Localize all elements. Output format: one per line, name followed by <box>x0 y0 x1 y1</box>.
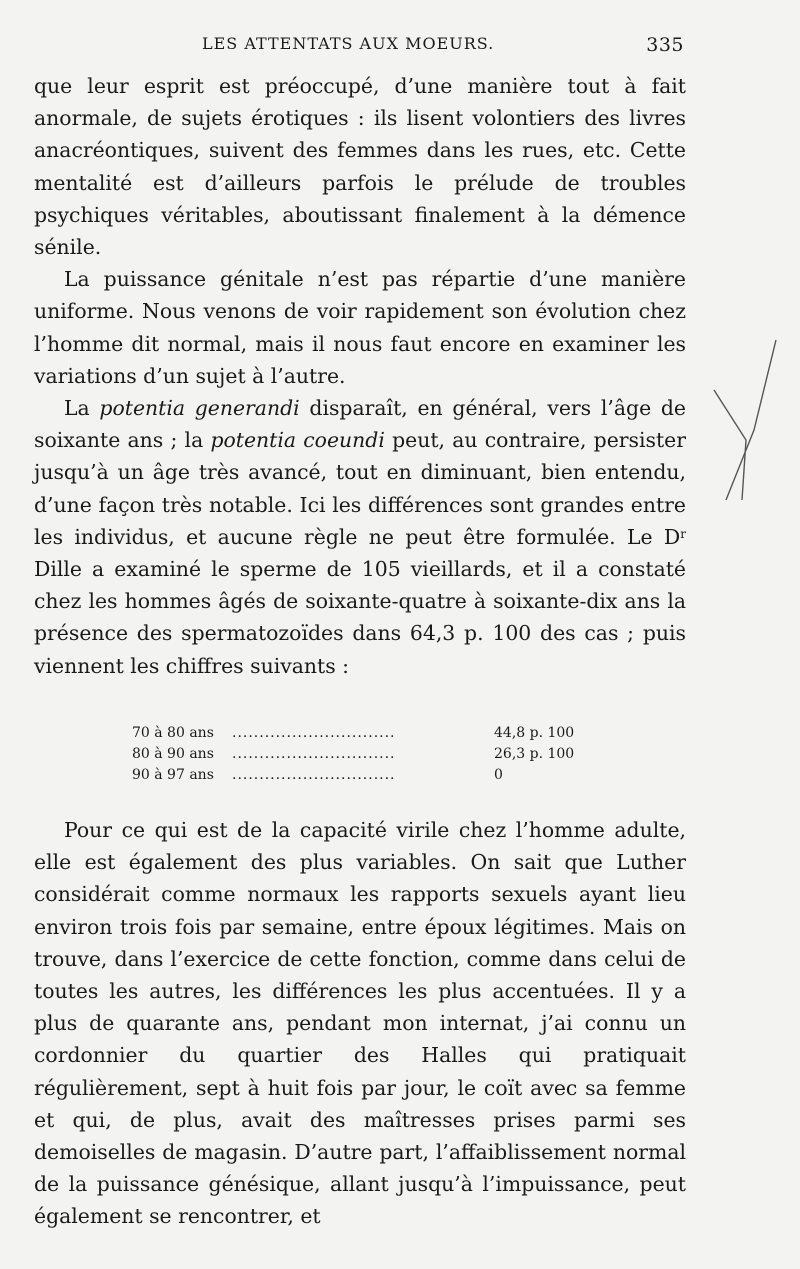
age-statistics-table <box>132 723 602 786</box>
leader-dots: .............................. <box>232 767 396 783</box>
percentage-value: 26,3 p. 100 <box>494 746 575 762</box>
paragraph-3-text-b: disparaît, en général, vers l’âge de soixante ans ; la <box>34 396 686 453</box>
paragraph-4: Pour ce qui est de la capacité virile chez l’homme adulte, elle est également des plus variables. On sait que Luther considérait comme normaux les rapports sexuels ayant lieu environ trois fois par semaine, entre époux légitimes. Mais on trouve, dans l’exercice de cette fonction, comme dans celui de toutes les autres, les différences les plus accentuées. Il y a plus de quarante ans, pendant mon internat, j’ai connu un cordonnier du quartier des Halles qui pratiquait régulièrement, sept à huit fois par jour, le coït avec sa femme et qui, de plus, avait des maîtresses prises parmi ses demoiselles de magasin. D’autre part, l’affaiblissement normal de la puissance génésique, allant jusqu’à l’impuissance, peut également se rencontrer, et <box>34 818 686 1229</box>
age-range: 90 à 97 ans <box>132 767 214 783</box>
leader-dots: .............................. <box>232 725 396 741</box>
age-range: 70 à 80 ans <box>132 725 214 741</box>
paragraph-2: La puissance génitale n’est pas répartie d’une manière uniforme. Nous venons de voir rapidement son évolution chez l’homme dit normal, mais il nous faut encore en examiner les variations d’un sujet à l’autre. <box>34 267 686 388</box>
percentage-value: 44,8 p. 100 <box>494 725 575 741</box>
running-title: LES ATTENTATS AUX MOEURS. <box>202 34 495 53</box>
page-number: 335 <box>646 34 684 56</box>
leader-dots: .............................. <box>232 746 396 762</box>
table-row <box>132 765 602 786</box>
paragraph-3-text-d: Dille a examiné le sperme de 105 vieillards, et il a constaté chez les hommes âgés de soixante-quatre à soixante-dix ans la présence des spermatozoïdes dans 64,3 p. 100 des cas ; puis viennent les chiffres suivants : <box>34 557 686 678</box>
running-header <box>34 34 684 58</box>
table-row <box>132 744 602 765</box>
handwritten-x-mark <box>706 330 786 520</box>
paragraph-3-text-c: peut, au contraire, persister jusqu’à un âge très avancé, tout en diminuant, bien entendu, d’une façon très notable. Ici les différences sont grandes entre les individus, et aucune règle ne peut être formulée. Le D <box>34 428 686 549</box>
age-range: 80 à 90 ans <box>132 746 214 762</box>
body-text-continued <box>34 814 686 1233</box>
doctor-superscript: r <box>680 526 686 541</box>
paragraph-1: que leur esprit est préoccupé, d’une manière tout à fait anormale, de sujets érotiques : ils lisent volontiers des livres anacréontiques, suivent des femmes dans les rues, etc. Cette mentalité est d’ailleurs parfois le prélude de troubles psychiques véritables, aboutissant finalement à la démence sénile. <box>34 74 686 260</box>
body-text <box>34 70 686 682</box>
paragraph-3-text-a: La <box>64 396 100 421</box>
term-potentia-generandi: potentia generandi <box>99 396 300 421</box>
percentage-value: 0 <box>494 767 503 783</box>
paragraph-3 <box>34 392 686 682</box>
table-row <box>132 723 602 744</box>
term-potentia-coeundi: potentia coeundi <box>210 428 385 453</box>
